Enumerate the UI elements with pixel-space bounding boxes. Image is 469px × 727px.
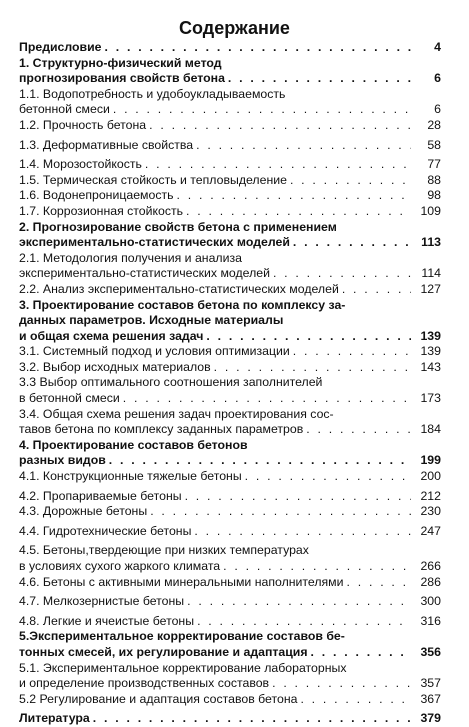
toc-entry-line: 3.1. Системный подход и условия оптимизации [19,344,290,359]
toc-chapter-entry [19,40,441,56]
toc-section-entry [19,87,441,118]
dot-leader [269,676,411,692]
dot-leader [147,504,411,520]
toc-page-number: 367 [420,691,441,706]
toc-section-entry [19,188,441,204]
toc-chapter-entry [19,56,441,87]
dot-leader [110,102,411,118]
dot-leader [287,173,411,189]
dot-leader [220,559,411,575]
toc-section-entry [19,524,441,540]
toc-entry-row [19,118,441,134]
toc-entry-row [19,71,441,87]
toc-section-entry [19,504,441,520]
toc-entry-row [19,711,441,727]
toc-section-entry [19,375,441,406]
toc-section-entry [19,594,441,610]
toc-entry-row [19,676,441,692]
toc-entry-line: данных параметров. Исходные материалы [19,313,284,328]
toc-entry-line: 4. Проектирование составов бетонов [19,437,248,452]
dot-leader [183,204,411,220]
toc-entry-line: прогнозирования свойств бетона [19,71,225,86]
toc-page-number: 58 [427,137,441,152]
toc-page-number: 286 [420,574,441,589]
toc-entry-line: Литература [19,711,90,726]
toc-entry-line: 1.6. Водонепроницаемость [19,188,174,203]
toc-section-entry [19,614,441,630]
toc-entry-row [19,453,441,469]
toc-entry-line: 2. Прогнозирование свойств бетона с применением [19,219,337,234]
toc-page-number: 247 [420,523,441,538]
toc-entry-row [19,344,441,360]
toc-entry-row [19,138,441,154]
toc-page-number: 109 [420,203,441,218]
toc-entry-line: бетонной смеси [19,102,110,117]
toc-entry-line: 1.1. Водопотребность и удобоукладываемость [19,86,286,101]
toc-entry-line: 3.2. Выбор исходных материалов [19,359,211,374]
toc-entry-line: 1. Структурно-физический метод [19,55,222,70]
dot-leader [290,344,411,360]
dot-leader [182,489,411,505]
dot-leader [211,360,411,376]
toc-entry-line: тавов бетона по комплексу заданных параметров [19,422,304,437]
toc-entry-row [19,489,441,505]
toc-section-entry [19,251,441,282]
toc-page-number: 379 [420,711,441,726]
toc-entry-row [19,575,441,591]
toc-entry-row [19,614,441,630]
toc-entry-row [19,282,441,298]
toc-page-number: 200 [420,469,441,484]
toc-entry-row [19,188,441,204]
toc-entry-row [19,559,441,575]
dot-leader [290,235,411,251]
toc-entry-row [19,594,441,610]
toc-entry-row [19,157,441,173]
toc-entry-line: 4.1. Конструкционные тяжелые бетоны [19,469,242,484]
toc-page-number: 127 [420,281,441,296]
dot-leader [191,524,411,540]
toc-section-entry [19,469,441,485]
toc-entry-line: 2.2. Анализ экспериментально-статистических моделей [19,281,339,296]
toc-entry-row [19,173,441,189]
table-of-contents [19,40,441,727]
toc-section-entry [19,204,441,220]
dot-leader [308,645,411,661]
dot-leader [142,157,411,173]
dot-leader [242,469,411,485]
toc-entry-line: 4.2. Пропариваемые бетоны [19,488,182,503]
toc-entry-row [19,645,441,661]
toc-entry-line: Предисловие [19,40,102,54]
toc-page-number: 6 [434,102,441,117]
toc-section-entry [19,344,441,360]
toc-entry-row [19,102,441,118]
toc-entry-row [19,40,441,56]
toc-entry-line: 3.4. Общая схема решения задач проектирования сос- [19,406,334,421]
toc-page-number: 357 [420,676,441,691]
toc-entry-line: 3. Проектирование составов бетона по комплексу за- [19,297,346,312]
toc-entry-row [19,391,441,407]
toc-entry-line: 1.3. Деформативные свойства [19,137,194,152]
toc-page-number: 4 [434,40,441,54]
toc-section-entry [19,575,441,591]
toc-page-number: 316 [420,613,441,628]
toc-entry-line: 1.7. Коррозионная стойкость [19,203,184,218]
toc-entry-line: и определение производственных составов [19,676,270,691]
toc-entry-line: разных видов [19,453,106,468]
dot-leader [120,391,411,407]
toc-page-number: 212 [420,488,441,503]
toc-entry-line: 3.3 Выбор оптимального соотношения заполнителей [19,375,323,390]
toc-entry-line: 1.2. Прочность бетона [19,117,147,132]
toc-entry-line: 5.1. Экспериментальное корректирование лабораторных [19,660,347,675]
dot-leader [203,329,411,345]
toc-chapter-entry [19,298,441,345]
toc-section-entry [19,157,441,173]
toc-page-number: 184 [420,422,441,437]
dot-leader [193,138,411,154]
toc-page-number: 199 [420,453,441,468]
toc-page-number: 113 [421,235,441,250]
toc-page-number: 114 [421,266,441,281]
toc-section-entry [19,118,441,134]
toc-entry-row [19,360,441,376]
dot-leader [339,282,411,298]
dot-leader [194,614,411,630]
toc-entry-row [19,235,441,251]
toc-entry-line: тонных смесей, их регулирование и адаптация [19,644,308,659]
toc-entry-line: 1.5. Термическая стойкость и тепловыделение [19,172,287,187]
toc-section-entry [19,407,441,438]
toc-entry-line: экспериментально-статистических моделей [19,266,270,281]
toc-chapter-entry [19,711,441,727]
toc-entry-line: 2.1. Методология получения и анализа [19,250,242,265]
toc-entry-line: 5.Экспериментальное корректирование составов бе- [19,629,345,644]
dot-leader [174,188,411,204]
dot-leader [344,575,412,591]
toc-page-number: 28 [427,117,441,132]
toc-entry-line: в условиях сухого жаркого климата [19,559,221,573]
dot-leader [270,266,411,282]
toc-section-entry [19,661,441,692]
toc-section-entry [19,173,441,189]
toc-page-number: 300 [420,594,441,609]
toc-section-entry [19,543,441,574]
dot-leader [184,594,411,610]
toc-page-number: 88 [427,172,441,187]
toc-entry-row [19,422,441,438]
toc-entry-line: 4.4. Гидротехнические бетоны [19,523,192,538]
toc-page-number: 230 [420,504,441,519]
toc-entry-line: 4.8. Легкие и ячеистые бетоны [19,613,195,628]
toc-chapter-entry [19,438,441,469]
dot-leader [225,71,411,87]
toc-entry-row [19,524,441,540]
toc-entry-line: и общая схема решения задач [19,328,204,343]
toc-section-entry [19,489,441,505]
dot-leader [106,453,411,469]
toc-section-entry [19,138,441,154]
dot-leader [146,118,411,134]
toc-page-number: 139 [420,344,441,359]
toc-entry-line: 4.7. Мелкозернистые бетоны [19,594,185,609]
toc-entry-line: экспериментально-статистических моделей [19,235,290,250]
toc-entry-line: в бетонной смеси [19,391,120,406]
toc-entry-row [19,266,441,282]
toc-page-number: 356 [420,644,441,659]
toc-chapter-entry [19,220,441,251]
toc-entry-line: 5.2 Регулирование и адаптация составов бетона [19,691,298,706]
toc-section-entry [19,360,441,376]
toc-page-number: 6 [434,71,441,86]
toc-entry-line: 4.3. Дорожные бетоны [19,504,148,519]
toc-page-number: 266 [420,559,441,573]
toc-entry-line: 4.5. Бетоны,твердеющие при низких температурах [19,543,309,558]
page-title: Содержание [179,18,290,38]
toc-entry-line: 4.6. Бетоны с активными минеральными наполнителями [19,574,344,589]
toc-page-number: 143 [420,359,441,374]
toc-entry-row [19,469,441,485]
toc-page-number: 98 [427,188,441,203]
toc-section-entry [19,282,441,298]
dot-leader [102,40,411,56]
dot-leader [90,711,411,727]
toc-page-number: 139 [420,328,441,343]
toc-page-number: 77 [427,157,441,172]
toc-entry-row [19,329,441,345]
toc-chapter-entry [19,629,441,660]
toc-entry-row [19,504,441,520]
toc-entry-row [19,204,441,220]
toc-page-number: 173 [420,391,441,406]
toc-entry-line: 1.4. Морозостойкость [19,157,142,172]
dot-leader [303,422,411,438]
